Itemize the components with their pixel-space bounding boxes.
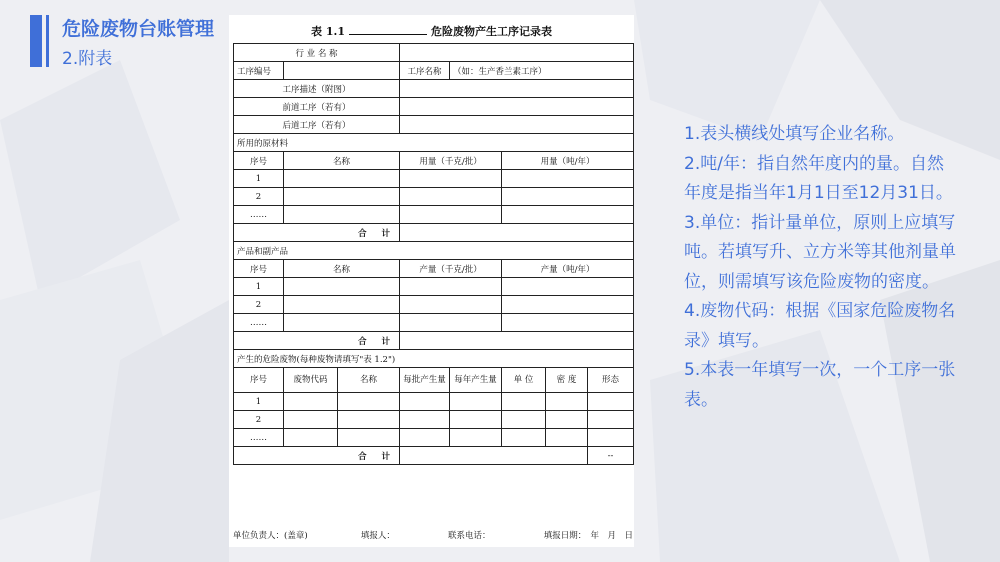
- raw-header-cell: 序号: [234, 152, 284, 170]
- note-item: 1.表头横线处填写企业名称。: [684, 124, 905, 144]
- product-section-label: 产品和副产品: [234, 242, 634, 260]
- process-no-label: 工序编号: [234, 62, 284, 80]
- table-row: 1: [234, 393, 634, 411]
- footer-phone: 联系电话：: [448, 531, 491, 541]
- table-row: 1: [234, 170, 634, 188]
- table-row: ……: [234, 206, 634, 224]
- process-name-label: 工序名称: [400, 62, 450, 80]
- waste-total-label: 合 计: [234, 447, 400, 465]
- waste-header-cell: 废物代码: [284, 368, 338, 393]
- waste-total-dash: --: [588, 447, 634, 465]
- note-item: 4.废物代码：根据《国家危险废物名录》填写。: [684, 301, 956, 351]
- table-row: ……: [234, 314, 634, 332]
- table-row: 1: [234, 278, 634, 296]
- page-subtitle: 2.附表: [62, 49, 113, 69]
- note-item: 5.本表一年填写一次，一个工序一张表。: [684, 360, 956, 410]
- company-name-blank: [349, 24, 427, 35]
- process-name-hint: （如：生产香兰素工序）: [450, 62, 634, 80]
- note-item: 3.单位：指计量单位，原则上应填写吨。若填写升、立方米等其他剂量单位，则需填写该危险废物的密度。: [684, 212, 956, 292]
- waste-header-cell: 每批产生量: [400, 368, 450, 393]
- table-row: 2: [234, 188, 634, 206]
- table-row: ……: [234, 429, 634, 447]
- form-footer: [233, 529, 633, 541]
- note-item: 2.吨/年：指自然年度内的量。自然年度是指当年1月1日至12月31日。: [684, 153, 953, 203]
- next-process-label: 后道工序（若有）: [234, 116, 400, 134]
- product-header-cell: 名称: [284, 260, 400, 278]
- footer-filler: 填报人：: [360, 531, 395, 541]
- accent-bar: [30, 15, 42, 67]
- raw-total-label: 合 计: [234, 224, 400, 242]
- raw-header-cell: 用量（千克/批）: [400, 152, 502, 170]
- page-title: 危险废物台账管理: [62, 18, 215, 40]
- waste-header-cell: 单 位: [502, 368, 546, 393]
- industry-label: 行 业 名 称: [234, 44, 400, 62]
- table-row: 2: [234, 411, 634, 429]
- record-table: [233, 43, 634, 465]
- prev-process-label: 前道工序（若有）: [234, 98, 400, 116]
- footer-date: 填报日期： 年 月 日: [543, 531, 633, 541]
- waste-section-label: 产生的危险废物(每种废物请填写"表 1.2"): [234, 350, 634, 368]
- process-desc-label: 工序描述（附图）: [234, 80, 400, 98]
- product-total-label: 合 计: [234, 332, 400, 350]
- product-header-cell: 序号: [234, 260, 284, 278]
- raw-section-label: 所用的原材料: [234, 134, 634, 152]
- raw-header-cell: 名称: [284, 152, 400, 170]
- accent-bar-thin: [46, 15, 49, 67]
- form-title: 表 1.1 危险废物产生工序记录表: [311, 25, 552, 38]
- raw-header-cell: 用量（吨/年）: [502, 152, 634, 170]
- product-header-cell: 产量（千克/批）: [400, 260, 502, 278]
- waste-header-cell: 序号: [234, 368, 284, 393]
- product-header-cell: 产量（吨/年）: [502, 260, 634, 278]
- form-document: [229, 15, 634, 547]
- process-no-value: [284, 62, 400, 80]
- waste-header-cell: 形态: [588, 368, 634, 393]
- notes-panel: [684, 120, 959, 415]
- waste-header-cell: 密 度: [546, 368, 588, 393]
- industry-value: [400, 44, 634, 62]
- waste-header-cell: 名称: [338, 368, 400, 393]
- waste-header-cell: 每年产生量: [450, 368, 502, 393]
- table-row: 2: [234, 296, 634, 314]
- footer-responsible: 单位负责人：(盖章): [233, 531, 308, 541]
